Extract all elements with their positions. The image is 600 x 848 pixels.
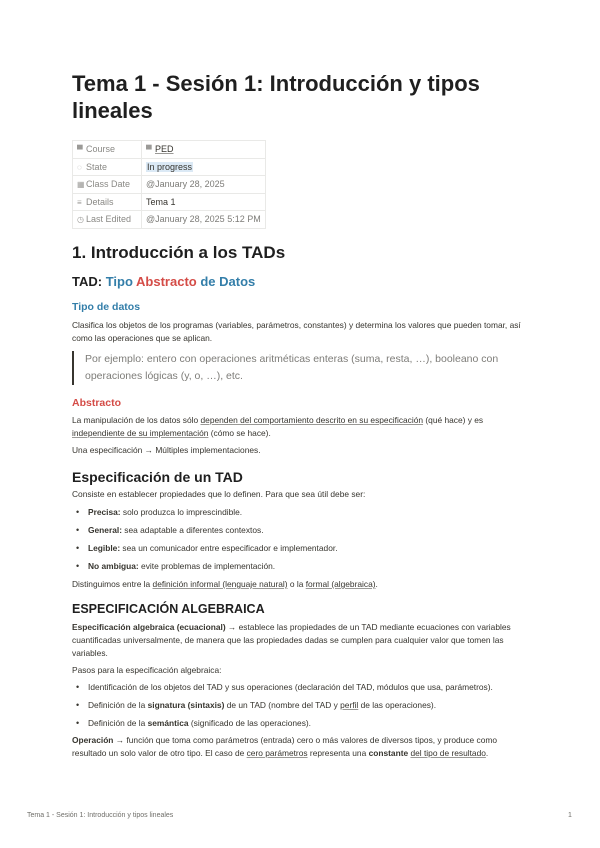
property-value-label: In progress bbox=[147, 161, 193, 172]
property-value bbox=[142, 158, 266, 176]
tad-abstracto: Abstracto bbox=[136, 274, 197, 289]
calendar-icon: ▦ bbox=[77, 180, 85, 190]
abs-underline-2: independiente de su implementación bbox=[72, 428, 209, 438]
property-key bbox=[73, 141, 142, 159]
abs-text-2: (qué hace) y es bbox=[423, 415, 484, 425]
footer-title: Tema 1 - Sesión 1: Introducción y tipos lineales bbox=[27, 812, 174, 819]
property-value bbox=[142, 141, 266, 159]
property-key bbox=[73, 158, 142, 176]
property-key-label: State bbox=[86, 161, 108, 172]
property-value bbox=[142, 176, 266, 194]
property-row bbox=[73, 141, 266, 159]
property-value-label: @January 28, 2025 bbox=[146, 179, 225, 190]
list-item: • Legible: sea un comunicador entre especificador e implementador. bbox=[76, 543, 338, 553]
list-item: • General: sea adaptable a diferentes contextos. bbox=[76, 525, 264, 535]
course-link[interactable]: PED bbox=[155, 144, 174, 155]
status-icon: ◌ bbox=[77, 162, 82, 172]
list-item: • Precisa: solo produzca lo imprescindible. bbox=[76, 507, 243, 517]
book-icon: ▀ bbox=[146, 145, 152, 155]
algebraica-definition: Especificación algebraica (ecuacional) → establece las propiedades de un TAD mediante ecuaciones con variables cuantificadas universalmente, de manera que las propiedades dadas se cumplen para cualquier valor que tomen las variables. bbox=[72, 622, 511, 658]
operacion-paragraph: Operación → función que toma como parámetros (entrada) cero o más valores de diversos tipos, y produce como resultado un solo valor de otro tipo. El caso de cero parámetros representa una constante del tipo de resultado. bbox=[72, 735, 497, 758]
list-item: • Definición de la semántica (significado de las operaciones). bbox=[76, 718, 311, 728]
distinguimos-paragraph: Distinguimos entre la definición informal (lenguaje natural) o la formal (algebraica). bbox=[72, 579, 378, 589]
spec-heading: Especificación de un TAD bbox=[72, 469, 243, 485]
tad-tipo: Tipo bbox=[105, 274, 133, 289]
pasos-list bbox=[72, 681, 528, 735]
property-key-label: Details bbox=[86, 196, 114, 207]
property-key-label: Class Date bbox=[86, 179, 131, 190]
spec-list bbox=[72, 506, 528, 578]
property-row bbox=[73, 158, 266, 176]
example-quote: Por ejemplo: entero con operaciones aritméticas enteras (suma, resta, …), booleano con operaciones lógicas (y, o, …), etc. bbox=[72, 351, 525, 385]
property-row bbox=[73, 211, 266, 229]
abstracto-paragraph bbox=[72, 414, 528, 440]
property-value bbox=[142, 211, 266, 229]
footer-page-number: 1 bbox=[568, 812, 572, 819]
abs-underline-1: dependen del comportamiento descrito en su especificación bbox=[200, 415, 424, 425]
property-key-label: Course bbox=[86, 144, 116, 155]
list-item: • No ambigua: evite problemas de implementación. bbox=[76, 561, 276, 571]
tad-prefix: TAD: bbox=[72, 274, 106, 289]
spec-intro: Consiste en establecer propiedades que lo definen. Para que sea útil debe ser: bbox=[72, 489, 366, 499]
property-row bbox=[73, 176, 266, 194]
text-lines-icon: ≡ bbox=[77, 197, 82, 207]
page-title: Tema 1 - Sesión 1: Introducción y tipos lineales bbox=[72, 71, 480, 123]
abstracto-paragraph-2: Una especificación → Múltiples implementaciones. bbox=[72, 445, 261, 455]
pasos-text: Pasos para la especificación algebraica: bbox=[72, 665, 222, 675]
abs-text-1: La manipulación de los datos sólo bbox=[72, 415, 201, 425]
clock-icon: ◷ bbox=[77, 215, 84, 225]
algebraica-heading: ESPECIFICACIÓN ALGEBRAICA bbox=[72, 602, 265, 616]
property-value bbox=[142, 193, 266, 211]
tad-de-datos: de Datos bbox=[200, 274, 256, 289]
property-value-label: @January 28, 2025 5:12 PM bbox=[146, 214, 261, 225]
property-key bbox=[73, 211, 142, 229]
book-icon: ▀ bbox=[77, 145, 83, 155]
abs-text-3: (cómo se hace). bbox=[208, 428, 271, 438]
list-item: • Identificación de los objetos del TAD y sus operaciones (declaración del TAD, módulos que usa, parámetros). bbox=[76, 682, 493, 692]
property-key bbox=[73, 176, 142, 194]
properties-table bbox=[72, 140, 266, 229]
tipo-de-datos-text: Clasifica los objetos de los programas (variables, parámetros, constantes) y determina los valores que pueden tomar, así como las operaciones que se aplican. bbox=[72, 320, 521, 343]
property-key bbox=[73, 193, 142, 211]
property-row bbox=[73, 193, 266, 211]
list-item: • Definición de la signatura (sintaxis) de un TAD (nombre del TAD y perfil de las operaciones). bbox=[76, 700, 437, 710]
section-heading-intro: 1. Introducción a los TADs bbox=[72, 243, 286, 262]
tad-heading bbox=[72, 274, 255, 289]
abstracto-heading: Abstracto bbox=[72, 397, 122, 409]
property-key-label: Last Edited bbox=[86, 214, 132, 225]
tipo-de-datos-heading: Tipo de datos bbox=[72, 301, 141, 313]
property-value-label: Tema 1 bbox=[146, 196, 176, 207]
